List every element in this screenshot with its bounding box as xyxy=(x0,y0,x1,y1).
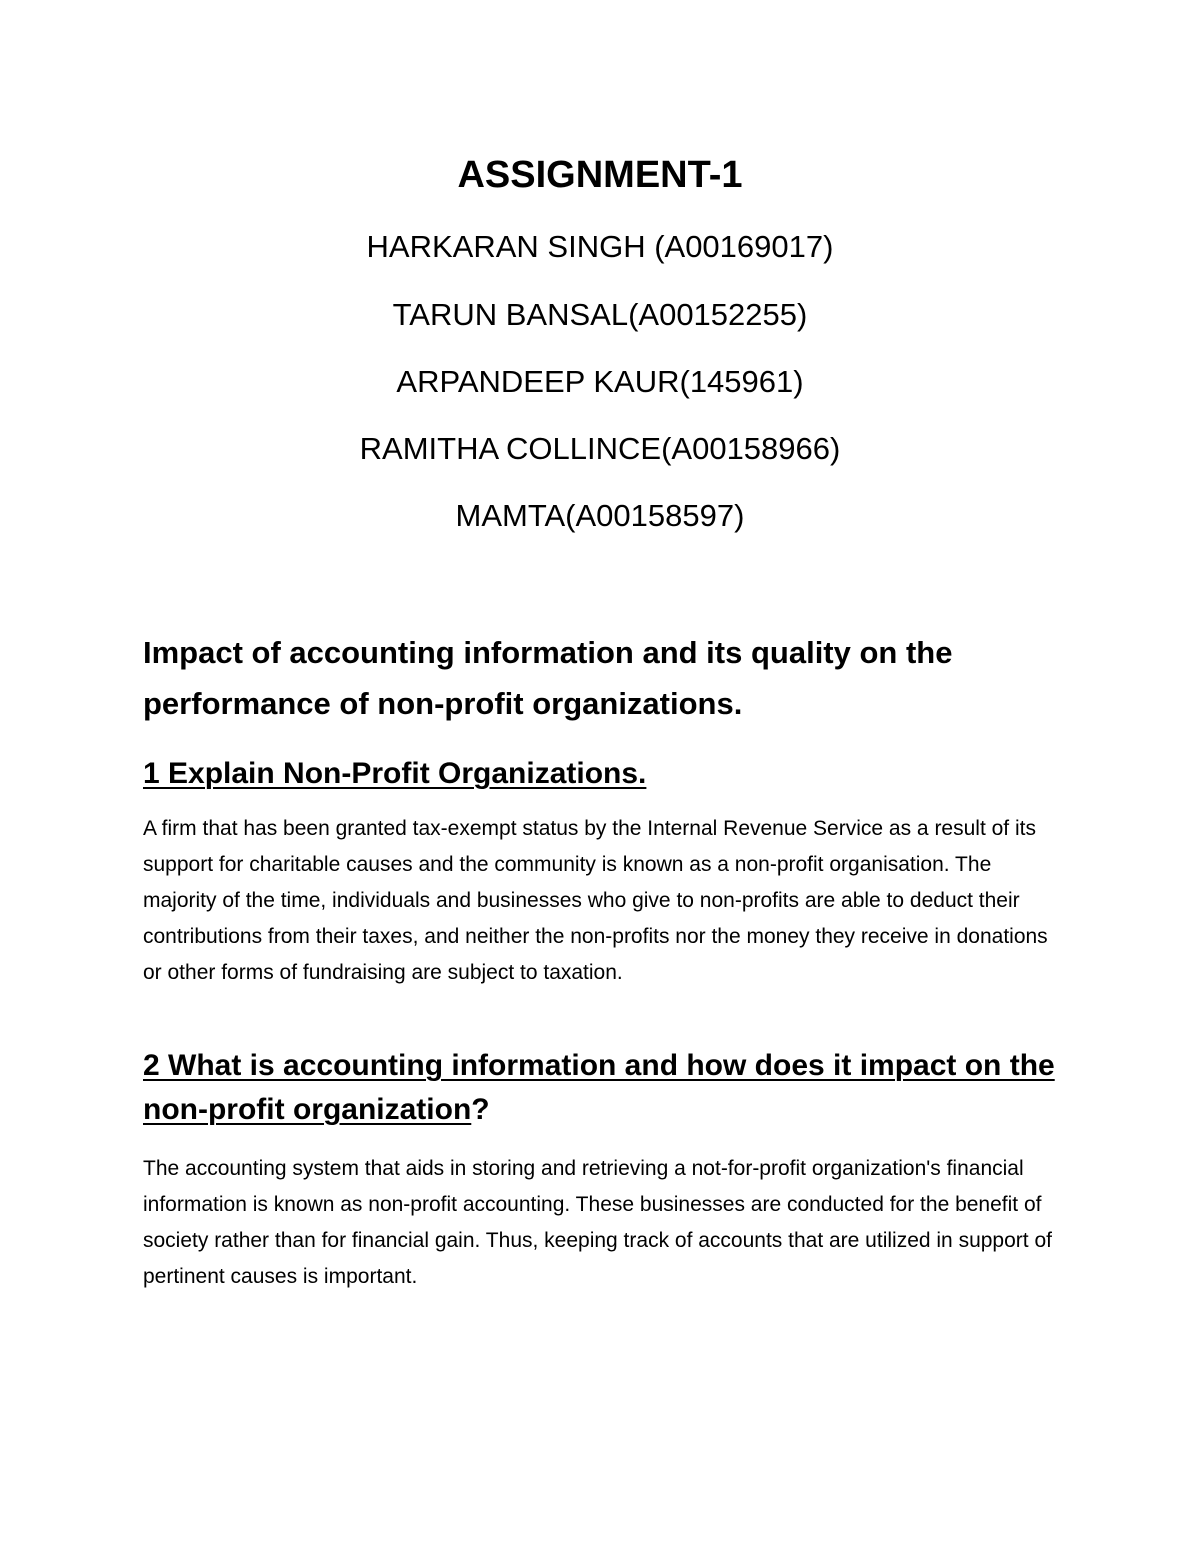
section-heading-text: 1 Explain Non-Profit Organizations. xyxy=(143,757,647,790)
group-member: HARKARAN SINGH (A00169017) xyxy=(366,229,834,264)
section-body: A firm that has been granted tax-exempt status by the Internal Revenue Service as a result of its support for charitable causes and the community is known as a non-profit organisation. The majority of the time, individuals and businesses who give to non-profits are able to deduct their contributions from their taxes, and neither the non-profits nor the money they receive in donations or other forms of fundraising are subject to taxation. xyxy=(143,817,1048,984)
section-heading xyxy=(143,752,1093,796)
assignment-topic: Impact of accounting information and its quality on the performance of non-profit organizations. xyxy=(143,635,953,721)
group-member: MAMTA(A00158597) xyxy=(455,498,745,533)
assignment-title: ASSIGNMENT-1 xyxy=(457,154,743,196)
section-body: The accounting system that aids in storing and retrieving a not-for-profit organization's financial information is known as non-profit accounting. These businesses are conducted for the benefit of society rather than for financial gain. Thus, keeping track of accounts that are utilized in support of pertinent causes is important. xyxy=(143,1157,1052,1288)
section-heading xyxy=(143,1044,1093,1132)
section-heading-text: 2 What is accounting information and how does it impact on the non-profit organization xyxy=(143,1049,1055,1126)
group-member: RAMITHA COLLINCE(A00158966) xyxy=(359,431,841,466)
group-member: TARUN BANSAL(A00152255) xyxy=(392,297,808,332)
group-member: ARPANDEEP KAUR(145961) xyxy=(396,364,804,399)
section-heading-suffix: ? xyxy=(471,1093,490,1126)
